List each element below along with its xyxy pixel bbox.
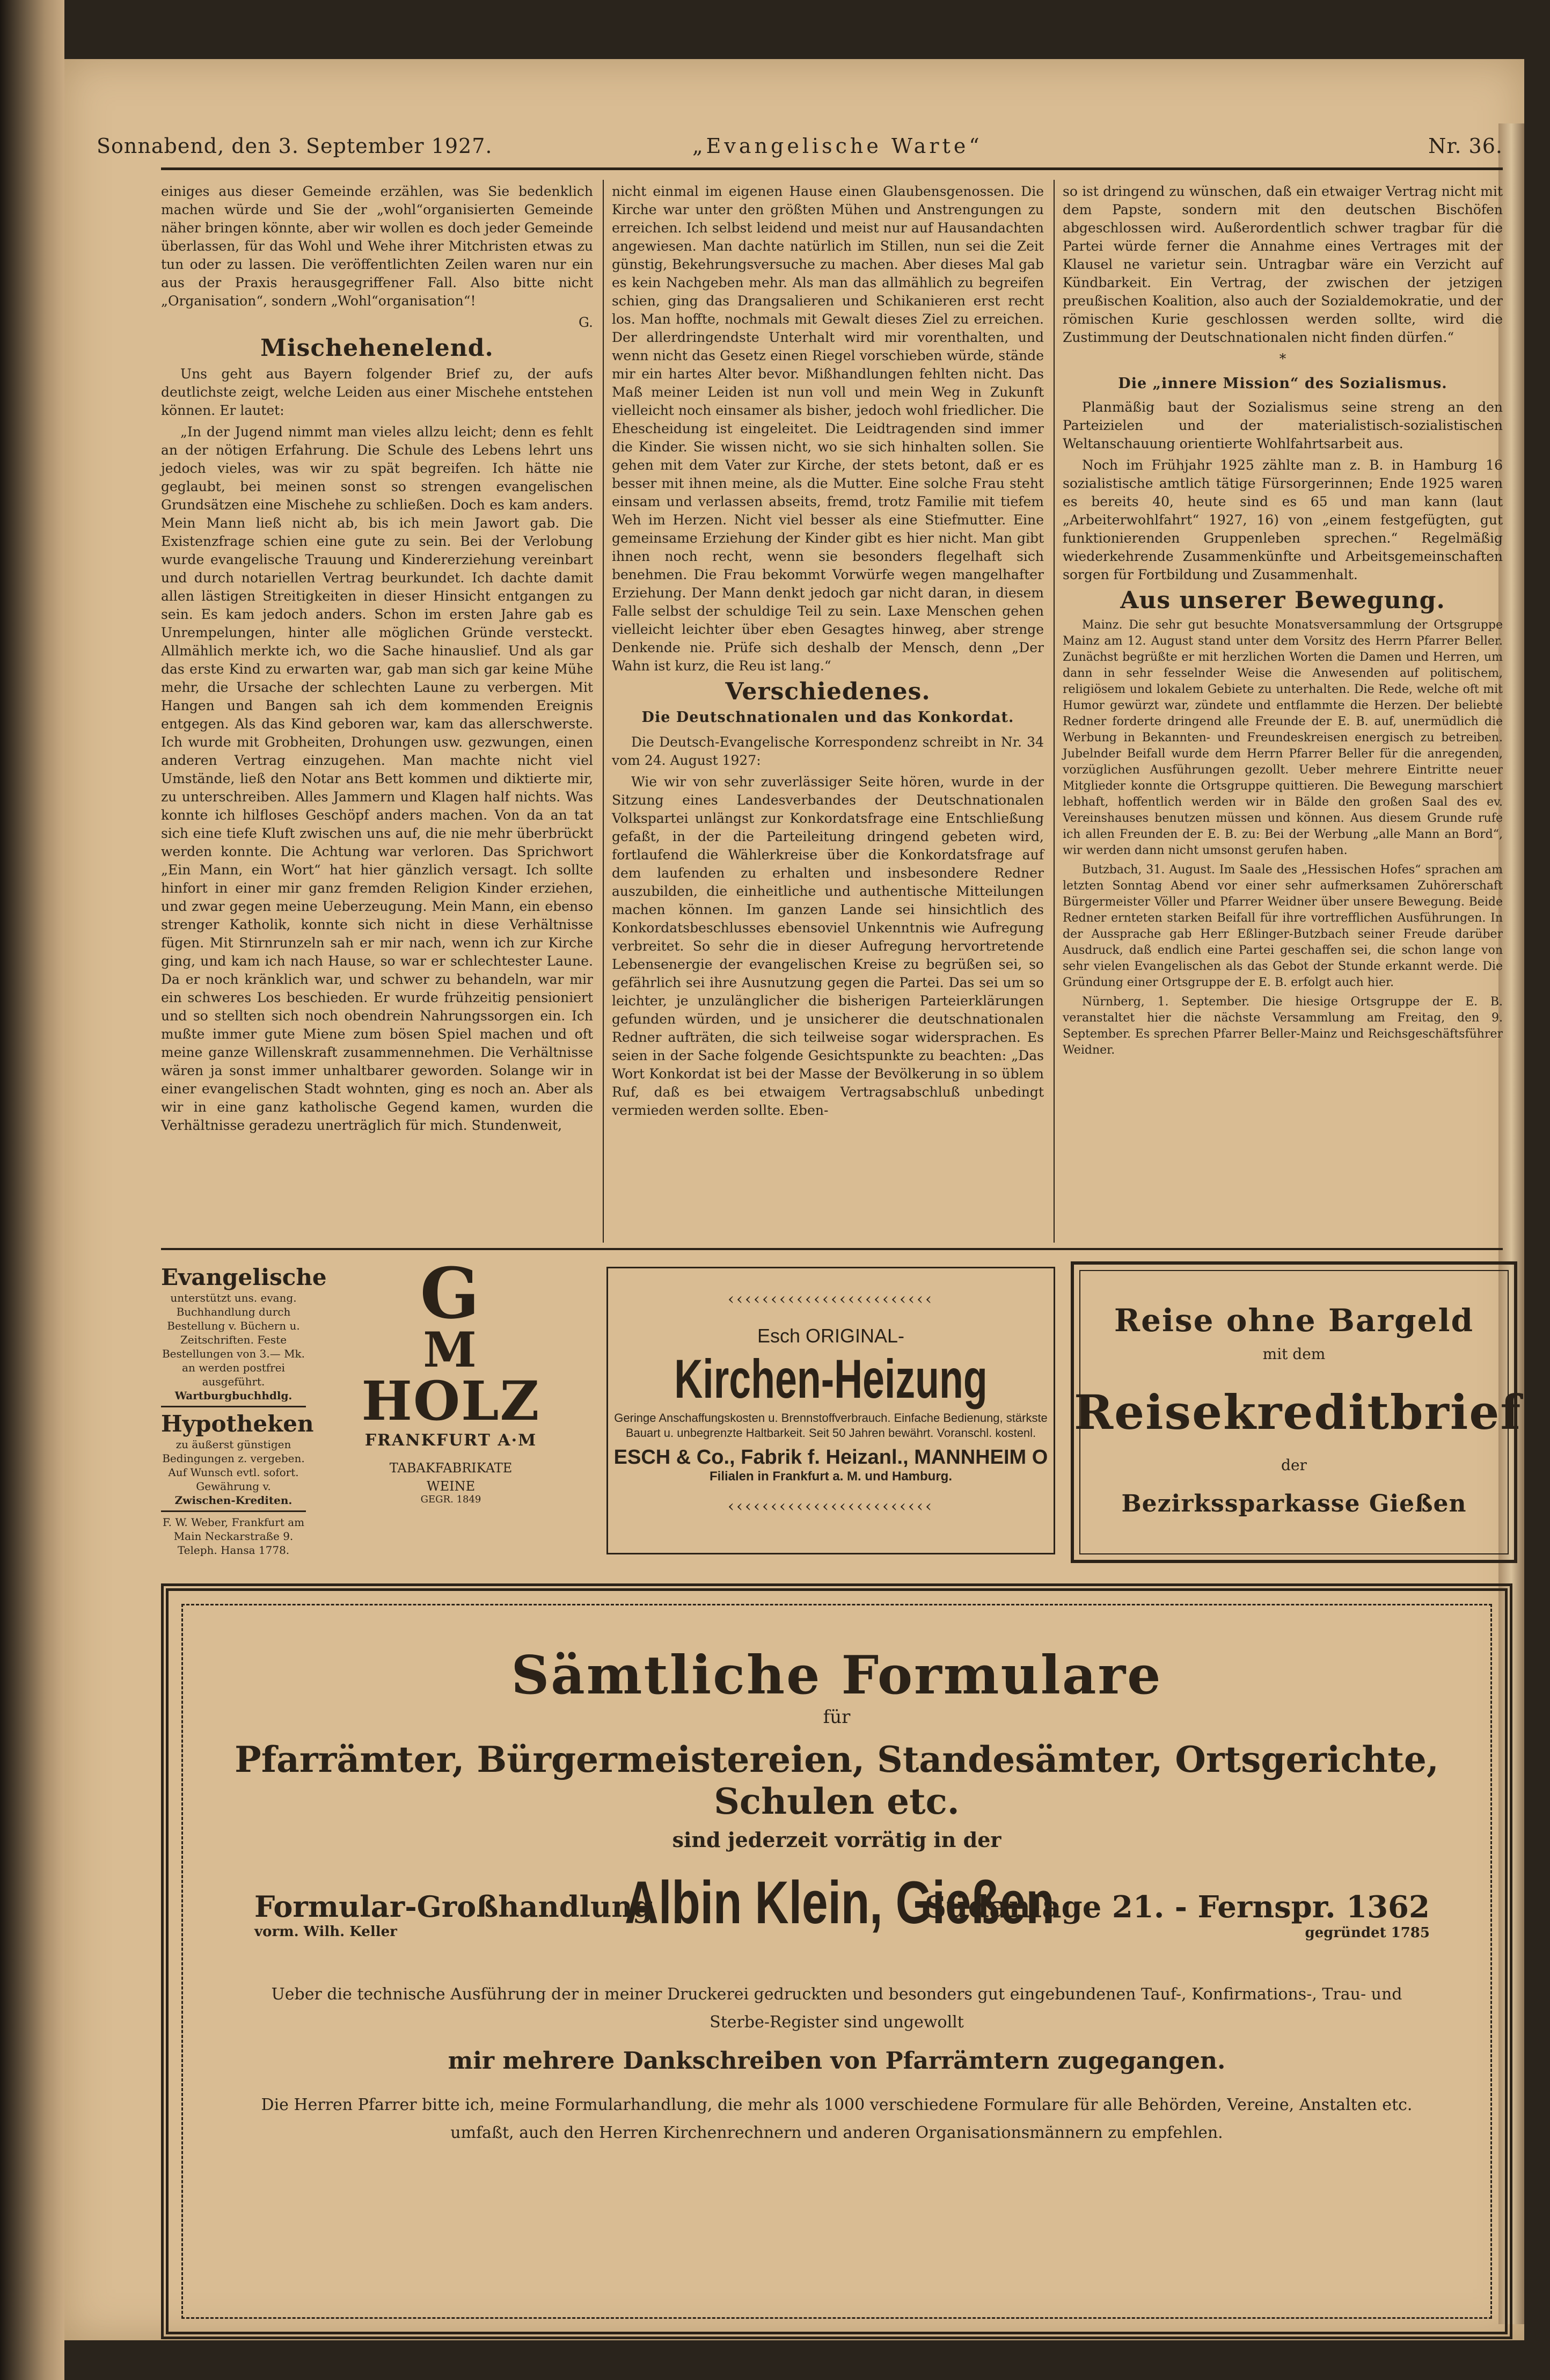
report-nuernberg: Nürnberg, 1. September. Die hiesige Ortsgruppe der E. B. veranstaltet hier die nächste Versammlung am Freitag, den 9. September. Es sprechen Pfarrer Beller-Mainz und Reichsgeschäftsführer Weidner. xyxy=(1063,995,1503,1057)
reise-mit: mit dem xyxy=(1262,1345,1326,1363)
reise-kreditbrief: Reisekreditbrief xyxy=(1074,1384,1522,1440)
header-title: „Evangelische Warte“ xyxy=(692,134,983,158)
column-3 xyxy=(1063,182,1503,1062)
ad-hypotheken-title: Hypotheken xyxy=(161,1411,314,1437)
reise-sparkasse: Bezirkssparkasse Gießen xyxy=(1121,1490,1467,1517)
column-rule-1 xyxy=(603,180,604,1243)
formulare-stock: sind jederzeit vorrätig in der xyxy=(672,1828,1001,1852)
esch-description: Geringe Anschaffungskosten u. Brennstoffverbrauch. Einfache Bedienung, stärkste Bauart u. unbegrenzte Haltbarkeit. Seit 50 Jahren bewährt. Voranschl. kostenl. xyxy=(614,1411,1048,1440)
col3-star: * xyxy=(1279,351,1286,367)
ad-books-text: unterstützt uns. evang. Buchhandlung durch Bestellung v. Büchern u. Zeitschriften. Feste Bestellungen von 3.— Mk. an werden postfrei ausgeführt. xyxy=(162,1291,305,1388)
col2-continuation: nicht einmal im eigenen Hause einen Glaubensgenossen. Die Kirche war unter den größten Mühen und Anstrengungen zu erreichen. Ich selbst leidend und meist nur auf Hausandachten angewiesen. Man dachte natürlich im Stillen, nun sei die Zeit günstig, Bekehrungsversuche zu machen. Aber dieses Mal gab es kein Nachgeben mehr. Als man das allmählich zu begreifen schien, ging das Drangsalieren und Schikanieren erst recht los. Man hoffte, nochmals mit Gewalt dieses Ziel zu erreichen. Der allerdringendste Unterhalt wird mir vorenthalten, und wenn nicht das Gesetz einen Riegel vorschieben würde, stände mir ein hartes Alter bevor. Mißhandlungen fehlten nicht. Das Maß meiner Leiden ist nun voll und mein Weg in Zukunft vielleicht noch einsamer als bisher, jedoch wohl friedlicher. Die Ehescheidung ist eingeleitet. Die Leidtragenden sind immer die Kinder. Sie wissen nicht, wo sie sich hinhalten sollen. Sie gehen mit dem Vater zur Kirche, der stets betont, daß er es besser mit ihnen meine, als die Mutter. Eine solche Frau steht einsam und verlassen abseits, fremd, trotz Familie mit tiefem Weh im Herzen. Nicht viel besser als eine Stiefmutter. Eine gemeinsame Erziehung der Kinder gibt es hier nicht. Man gibt ihnen noch recht, wenn sie besonders flegelhaft sich benehmen. Die Frau bekommt Vorwürfe wegen mangelhafter Erziehung. Der Mann denkt jedoch gar nicht daran, in diesem Falle selbst der schuldige Teil zu sein. Laxe Menschen gehen vielleicht leichter über eben Gesagtes hinweg, aber strenge Denkende nie. Prüfe sich deshalb der Mensch, denn „Der Wahn ist kurz, die Reu ist lang.“ xyxy=(612,184,1044,674)
col1-paragraph: Uns geht aus Bayern folgender Brief zu, der aufs deutlichste zeigt, welche Leiden aus einer Mischehe entstehen können. Er lautet: xyxy=(161,366,593,418)
formulare-company-name: Albin Klein, Gießen xyxy=(625,1869,1055,1936)
article-heading-mischehe: Mischehenelend. xyxy=(260,334,494,362)
esch-firm: ESCH & Co., Fabrik f. Heizanl., MANNHEIM O xyxy=(613,1446,1048,1469)
column-2 xyxy=(612,182,1044,1123)
col2-paragraph: Wie wir von sehr zuverlässiger Seite hören, wurde in der Sitzung eines Landesverbandes der Deutschnationalen Volkspartei unlängst zur Konkordatsfrage eine Entschließung gefaßt, in der die Parteileitung dringend gebeten wird, fortlaufend die Wählerkreise über die Konkordatsfrage auf dem laufenden zu erhalten und insbesondere Redner auszubilden, die einheitliche und authentische Mitteilungen machen können. Im ganzen Lande sei hinsichtlich des Konkordatsbeschlusses ebensoviel Unkenntnis wie Aufregung verbreitet. So sehr die in dieser Aufregung hervortretende Lebensenergie der evangelischen Kreise zu begrüßen sei, so gefährlich sei ihre Ausnutzung gegen die Partei. Das sei um so leichter, je unzulänglicher die bisherigen Parteierklärungen gefunden würden, und je unsicherer die deutschnationalen Redner aufträten, die sich teilweise sogar widersprachen. Es seien in der Sache folgende Gesichtspunkte zu beachten: „Das Wort Konkordat ist bei der Masse der Bevölkerung in so üblem Ruf, daß es bei etwaigem Vertragsabschluß unbedingt vermieden werden sollte. Eben- xyxy=(612,774,1044,1118)
esch-filialen: Filialen in Frankfurt a. M. und Hamburg. xyxy=(709,1469,953,1484)
ad-books-hypotheken xyxy=(161,1264,327,1557)
column-1 xyxy=(161,182,593,1138)
ad-books-name: Wartburgbuchhdlg. xyxy=(174,1389,293,1402)
reise-title: Reise ohne Bargeld xyxy=(1114,1302,1474,1339)
ad-separator xyxy=(161,1406,306,1407)
column-rule-2 xyxy=(1054,180,1055,1243)
formulare-text2: mir mehrere Dankschreiben von Pfarrämtern zugegangen. xyxy=(448,2047,1226,2075)
report-mainz: Mainz. Die sehr gut besuchte Monatsversammlung der Ortsgruppe Mainz am 12. August stand unter dem Vorsitz des Herrn Pfarrer Beller. Zunächst begrüßte er mit herzlichen Worten die Damen und Herren, um dann in sehr fesselnder Weise die Anwesenden auf politischem, religiösem und lokalem Gebiete zu unterhalten. Die Rede, welche oft mit Humor gewürzt war, zündete und entflammte die Herzen. Der beliebte Redner forderte dringend alle Freunde der E. B. auf, unermüdlich die Werbung in Bekannten- und Freundeskreisen energisch zu betreiben. Jubelnder Beifall wurde dem Herrn Pfarrer Beller für die anregenden, vorzüglichen Ausführungen gezollt. Ueber mehrere Eintritte neuer Mitglieder konnte die Ortsgruppe quittieren. Die Bewegung marschiert lebhaft, hoffentlich werden wir in Bälde den großen Saal des ev. Vereinshauses benutzen müssen und können. Aus diesem Grunde rufe ich allen Freunden der E. B. zu: Bei der Werbung „alle Mann an Bord“, wir werden dann nicht umsonst gerufen haben. xyxy=(1063,618,1503,857)
ad-books-title: Evangelische xyxy=(161,1264,327,1290)
ad-esch-heizung xyxy=(606,1267,1055,1554)
ad-formulare xyxy=(161,1583,1512,2339)
header-issue: Nr. 36. xyxy=(1428,134,1503,158)
formulare-content xyxy=(201,1623,1473,2299)
gm-city: FRANKFURT A·M xyxy=(364,1431,537,1450)
article-subheading-innere-mission: Die „innere Mission“ des Sozialismus. xyxy=(1118,375,1447,392)
reise-inner-frame xyxy=(1079,1270,1509,1554)
ad-hypotheken-name: Zwischen-Krediten. xyxy=(174,1494,293,1507)
ad-gm-holz xyxy=(343,1252,558,1505)
col1-intro: einiges aus dieser Gemeinde erzählen, was Sie bedenklich machen würde und Sie der „wohl“organisierten Gemeinde näher bringen könnte, aber wir wollen es doch jeder Gemeinde überlassen, für das Wohl und Wehe ihrer Mitchristen etwas zu tun oder zu lassen. Die veröffentlichten Zeilen waren nur ein aus der Praxis herausgegriffener Fall. Also bitte nicht „Organisation“, sondern „Wohl“organisation“! xyxy=(161,184,593,309)
gm-logo-g: G xyxy=(420,1252,482,1334)
header-rule xyxy=(161,167,1503,170)
gm-logo-m: M xyxy=(423,1322,479,1378)
formulare-left-sub: vorm. Wilh. Keller xyxy=(254,1924,397,1940)
ad-reisekreditbrief xyxy=(1071,1261,1522,1563)
col3-reports xyxy=(1063,617,1503,1058)
col1-intro-signature: G. xyxy=(578,315,593,330)
esch-border-top: ‹‹‹‹‹‹‹‹‹‹‹‹‹‹‹‹‹‹‹‹‹‹‹‹ xyxy=(728,1290,934,1309)
formulare-company-row xyxy=(201,1863,1473,1965)
ad-hypotheken-address: F. W. Weber, Frankfurt am Main Neckarstraße 9. Teleph. Hansa 1778. xyxy=(162,1516,305,1557)
article-subheading-konkordat: Die Deutschnationalen und das Konkordat. xyxy=(641,709,1014,726)
gm-logo-holz: HOLZ xyxy=(361,1369,540,1433)
ad-separator xyxy=(161,1510,306,1512)
col3-continuation: so ist dringend zu wünschen, daß ein etwaiger Vertrag nicht mit dem Papste, sondern mit den deutschen Bischöfen abgeschlossen wird. Außerordentlich schwer tragbar für die Partei würde ferner die Annahme eines Vertrages mit der Klausel ne varietur sein. Untragbar wäre ein Verzicht auf Kündbarkeit. Ein Vertrag, der zwischen der jetzigen preußischen Koalition, also auch der Sozialdemokratie, und der römischen Kurie geschlossen werden sollte, wird die Zustimmung der Deutschnationalen nicht finden dürfen.“ xyxy=(1063,184,1503,345)
header-date: Sonnabend, den 3. September 1927. xyxy=(97,134,493,158)
esch-title: Kirchen-Heizung xyxy=(674,1348,988,1410)
formulare-left-label: Formular-Großhandlung xyxy=(254,1889,653,1924)
page-header xyxy=(97,134,1503,172)
formulare-grosshandlung xyxy=(254,1889,653,1940)
formulare-address xyxy=(925,1889,1430,1941)
book-spine xyxy=(0,0,64,2380)
ads-top-rule xyxy=(161,1248,1503,1250)
article-heading-verschiedenes: Verschiedenes. xyxy=(725,678,931,705)
article-heading-bewegung: Aus unserer Bewegung. xyxy=(1120,587,1445,614)
gm-line2: WEINE xyxy=(426,1479,476,1494)
reise-der: der xyxy=(1281,1456,1307,1474)
formulare-title: Sämtliche Formulare xyxy=(511,1645,1162,1706)
esch-border-bottom: ‹‹‹‹‹‹‹‹‹‹‹‹‹‹‹‹‹‹‹‹‹‹‹‹ xyxy=(728,1497,934,1516)
formulare-right-label: Südanlage 21. - Fernspr. 1362 xyxy=(924,1889,1430,1925)
gm-line1: TABAKFABRIKATE xyxy=(389,1461,513,1476)
formulare-text3: Die Herren Pfarrer bitte ich, meine Formularhandlung, die mehr als 1000 verschiedene Formulare für alle Behörden, Vereine, Anstalten etc. umfaßt, auch den Herren Kirchenrechnern und anderen Organisationsmännern zu empfehlen. xyxy=(261,2096,1413,2142)
report-butzbach: Butzbach, 31. August. Im Saale des „Hessischen Hofes“ sprachen am letzten Sonntag Abend vor einer sehr aufmerksamen Zuhörerschaft Bürgermeister Völler und Pfarrer Weidner über unsere Bewegung. Beide Redner ernteten starken Beifall für ihre vortrefflichen Ausführungen. In der Aussprache gab Herr Eßlinger-Butzbach seiner Freude darüber Ausdruck, daß endlich eine Partei geschaffen sei, die schon lange von sehr vielen Evangelischen als das Gebot der Stunde erkannt werde. Die Gründung einer Ortsgruppe der E. B. erfolgt auch hier. xyxy=(1063,863,1503,989)
col3-paragraph: Planmäßig baut der Sozialismus seine streng an den Parteizielen und der materialistisch-sozialistischen Weltanschauung orientierte Wohlfahrtsarbeit aus. xyxy=(1063,399,1503,451)
col2-paragraph: Die Deutsch-Evangelische Korrespondenz schreibt in Nr. 34 vom 24. August 1927: xyxy=(612,734,1044,768)
col1-paragraph: „In der Jugend nimmt man vieles allzu leicht; denn es fehlt an der nötigen Erfahrung. Die Schule des Lebens lehrt uns jedoch vieles, was wir zu spät begreifen. Ich hätte nie geglaubt, bei meinen sonst so strengen evangelischen Grundsätzen eine Mischehe zu schließen. Doch es kam anders. Mein Mann ließ nicht ab, bis ich mein Jawort gab. Die Existenzfrage schien eine gute zu sein. Bei der Verlobung wurde evangelische Trauung und Kindererziehung vereinbart und durch notariellen Vertrag beurkundet. Ich dachte damit allen lästigen Streitigkeiten in dieser Hinsicht entgangen zu sein. Es kam jedoch anders. Schon im ersten Jahre gab es Unrempelungen, hinter alle möglichen Gründe versteckt. Allmählich merkte ich, wo die Sache hinauslief. Und als gar das erste Kind zu erwarten war, gab man sich gar keine Mühe mehr, die Ursache der schlechten Laune zu verbergen. Mit Hangen und Bangen sah ich dem kommenden Ereignis entgegen. Als das Kind geboren war, kam das allerschwerste. Ich wurde mit Grobheiten, Drohungen usw. gezwungen, einen anderen Vertrag einzugehen. Man machte nicht viel Umstände, ließ den Notar ans Bett kommen und diktierte mir, zu unterschreiben. Alles Jammern und Klagen half nichts. Was konnte ich hilfloses Geschöpf anders machen. Von da an tat sich eine tiefe Kluft zwischen uns auf, die nie mehr überbrückt werden konnte. Die Achtung war verloren. Das Sprichwort „Ein Mann, ein Wort“ hat hier gänzlich versagt. Ich sollte hinfort in einer mir ganz fremden Religion Kinder erziehen, und zwar gegen meine Ueberzeugung. Mein Mann, ein ebenso strenger Katholik, konnte sich nicht in diese Verhältnisse fügen. Mit Stirnrunzeln sah er mir nach, wenn ich zur Kirche ging, und kam ich nach Hause, so war er schlechtester Laune. Da er noch kränklich war, und schwer zu behandeln, war mir ein schweres Los beschieden. Er wurde frühzeitig pensioniert und so stellten sich noch obendrein Nahrungssorgen ein. Ich mußte immer gute Miene zum bösen Spiel machen und oft meine ganze Willenskraft zusammennehmen. Die Verhältnisse wären ja sonst immer unhaltbarer geworden. Solange wir in einer evangelischen Stadt wohnten, ging es noch an. Aber als wir in eine ganz katholische Gegend kamen, wurden die Verhältnisse geradezu unerträglich für mich. Stundenweit, xyxy=(161,424,593,1133)
formulare-text1: Ueber die technische Ausführung der in meiner Druckerei gedruckten und besonders gut eingebundenen Tauf-, Konfirmations-, Trau- und Sterbe-Register sind ungewollt xyxy=(271,1985,1402,2032)
formulare-right-sub: gegründet 1785 xyxy=(1305,1925,1430,1941)
gm-established: GEGR. 1849 xyxy=(420,1494,481,1505)
esch-original: Esch ORIGINAL- xyxy=(757,1325,905,1347)
formulare-list: Pfarrämter, Bürgermeistereien, Standesämter, Ortsgerichte, Schulen etc. xyxy=(235,1739,1439,1822)
ad-hypotheken-text: zu äußerst günstigen Bedingungen z. vergeben. Auf Wunsch evtl. sofort. Gewährung v. xyxy=(162,1438,305,1493)
col3-paragraph: Noch im Frühjahr 1925 zählte man z. B. in Hamburg 16 sozialistische amtlich tätige Fürsorgerinnen; Ende 1925 waren es bereits 40, heute sind es 65 und man kann (laut „Arbeiterwohlfahrt“ 1927, 16) von „einem festgefügten, gut funktionierenden Gruppenleben sprechen.“ Regelmäßig wiederkehrende Zusammenkünfte und Arbeitsgemeinschaften sorgen für Fortbildung und Zusammenhalt. xyxy=(1063,457,1503,582)
formulare-fuer: für xyxy=(823,1706,851,1728)
